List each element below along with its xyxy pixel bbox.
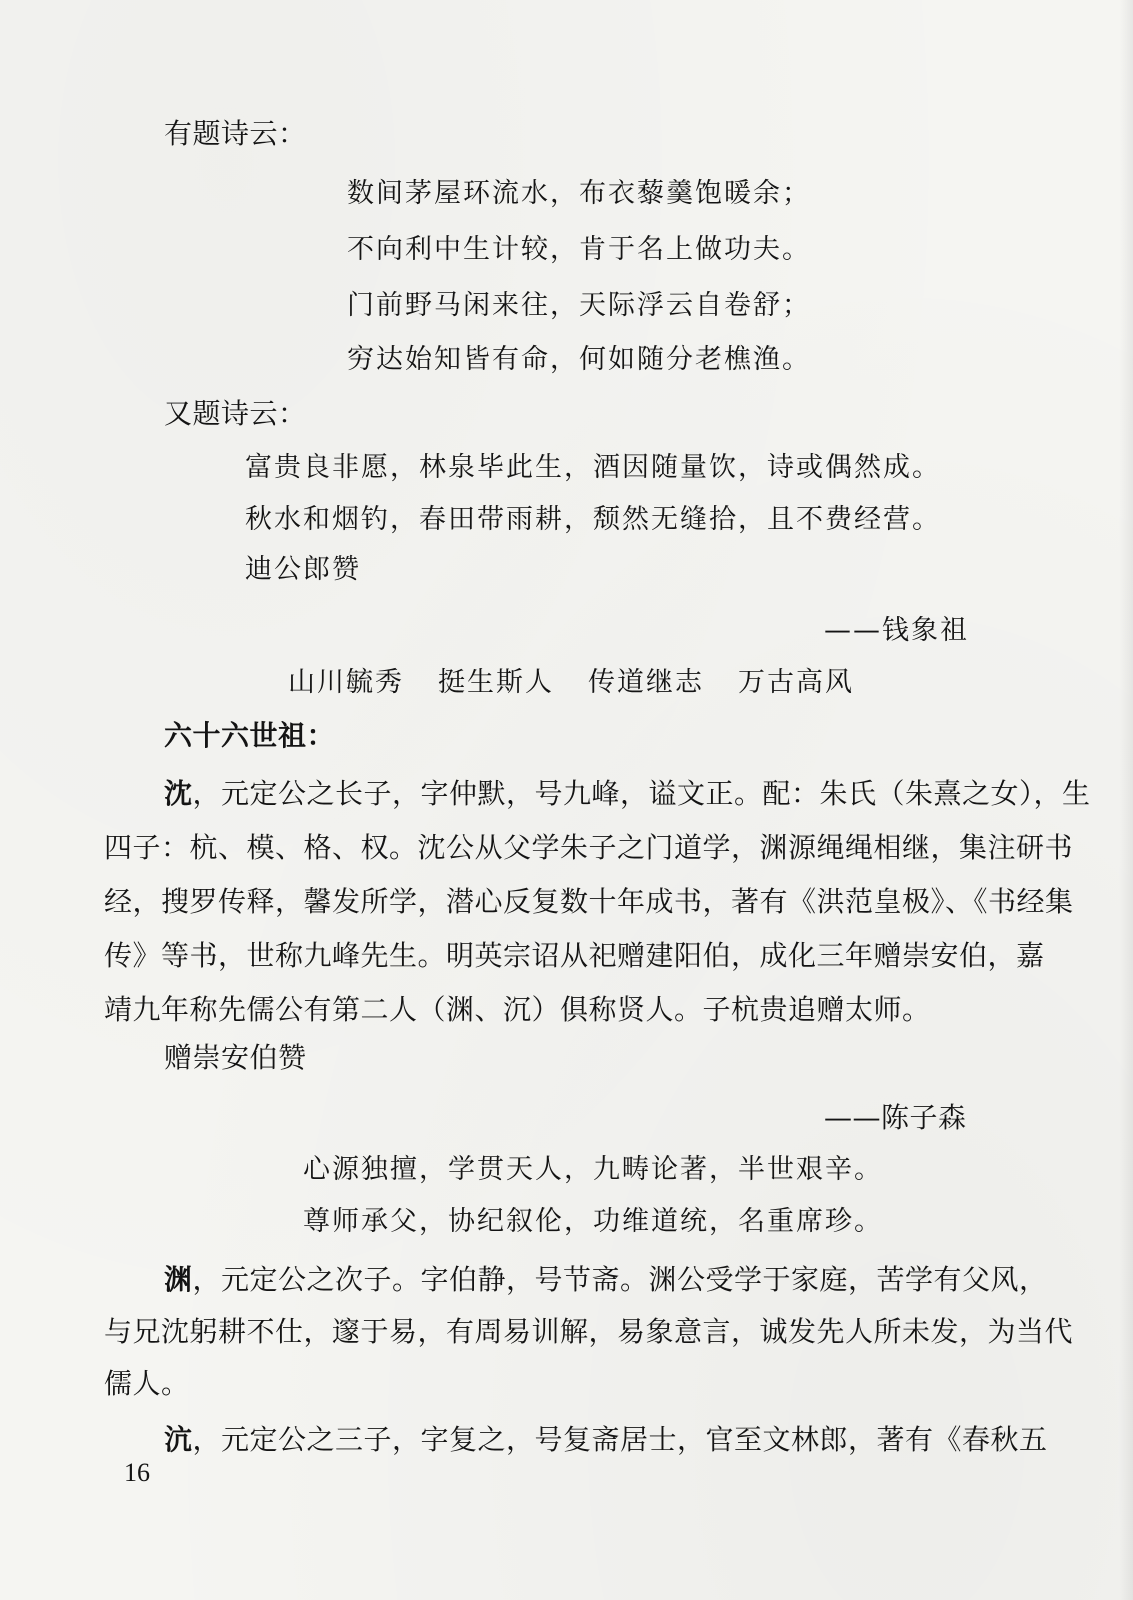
chen-line-2: 四子：杭、模、格、权。沈公从父学朱子之门道学，渊源绳绳相继，集注研书 (104, 831, 1074, 864)
chen-line-4: 传》等书，世称九峰先生。明英宗诏从祀赠建阳伯，成化三年赠崇安伯，嘉 (104, 939, 1045, 972)
zan1-phrase-3: 传道继志 (588, 667, 704, 698)
intro-2: 又题诗云： (164, 397, 307, 430)
page-edge-shadow (1119, 0, 1133, 1600)
chen2-name: 沆 (164, 1423, 193, 1456)
chen-name: 沈 (164, 777, 193, 810)
zan1-phrase-1: 山川毓秀 (288, 667, 404, 698)
zan2-title: 赠崇安伯赞 (164, 1041, 307, 1074)
generation-heading: 六十六世祖： (164, 719, 336, 752)
poem2-line-2: 秋水和烟钓，春田带雨耕，颓然无缝拾，且不费经营。 (245, 504, 941, 535)
zan1-author: ——钱象祖 (824, 615, 969, 646)
zan2-author: ——陈子森 (824, 1101, 967, 1134)
yuan-line-1 (164, 1262, 1048, 1298)
chen2-line-1 (164, 1422, 1048, 1458)
chen2-line-1-text: ，元定公之三子，字复之，号复斋居士，官至文林郎，著有《春秋五 (192, 1423, 1048, 1456)
yuan-line-1-text: ，元定公之次子。字伯静，号节斋。渊公受学于家庭，苦学有父风， (192, 1263, 1048, 1296)
intro-1: 有题诗云： (164, 117, 307, 150)
poem1-line-3: 门前野马闲来往，天际浮云自卷舒； (347, 290, 811, 321)
chen-line-5: 靖九年称先儒公有第二人（渊、沉）俱称贤人。子杭贵追赠太师。 (104, 993, 931, 1026)
chen-line-1 (164, 776, 1091, 812)
page-number: 16 (124, 1458, 150, 1487)
zan1-title: 迪公郎赞 (245, 554, 361, 585)
yuan-line-3: 儒人。 (104, 1367, 190, 1400)
zan2-line-2: 尊师承父，协纪叙伦，功维道统，名重席珍。 (303, 1206, 883, 1237)
chen-line-3: 经，搜罗传释，馨发所学，潜心反复数十年成书，著有《洪范皇极》、《书经集 (104, 885, 1074, 918)
poem2-line-1: 富贵良非愿，林泉毕此生，酒因随量饮，诗或偶然成。 (245, 452, 941, 483)
chen-line-1-text: ，元定公之长子，字仲默，号九峰，谥文正。配：朱氏（朱熹之女），生 (192, 777, 1091, 810)
zan1-phrases (288, 665, 854, 701)
yuan-name: 渊 (164, 1263, 193, 1296)
poem1-line-4: 穷达始知皆有命，何如随分老樵渔。 (347, 344, 811, 375)
zan1-phrase-4: 万古高风 (738, 667, 854, 698)
yuan-line-2: 与兄沈躬耕不仕，邃于易，有周易训解，易象意言，诚发先人所未发，为当代 (104, 1315, 1074, 1348)
zan2-line-1: 心源独擅，学贯天人，九畴论著，半世艰辛。 (303, 1154, 883, 1185)
zan1-phrase-2: 挺生斯人 (438, 667, 554, 698)
poem1-line-1: 数间茅屋环流水，布衣藜羹饱暖余； (347, 178, 811, 209)
poem1-line-2: 不向利中生计较，肯于名上做功夫。 (347, 234, 811, 265)
